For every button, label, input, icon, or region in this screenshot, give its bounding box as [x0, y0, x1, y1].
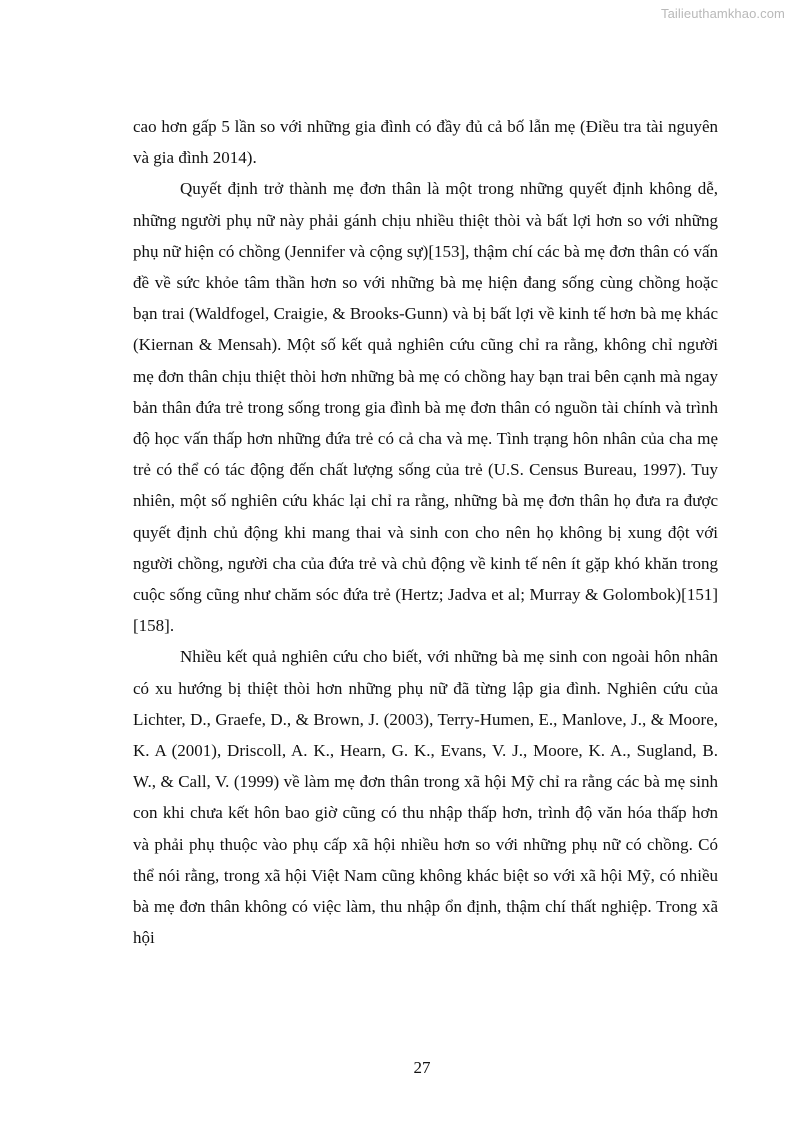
paragraph-continuation: cao hơn gấp 5 lần so với những gia đình có đầy đủ cả bố lẫn mẹ (Điều tra tài nguyên và gia đình 2014). [133, 117, 718, 168]
paragraph-single-mother-decision: Quyết định trở thành mẹ đơn thân là một trong những quyết định không dễ, những người phụ nữ này phải gánh chịu nhiều thiệt thòi và bất lợi hơn so với những phụ nữ hiện có chồng (Jennifer và cộng sự)[153], thậm chí các bà mẹ đơn thân có vấn đề về sức khỏe tâm thần hơn so với những bà mẹ hiện đang sống cùng chồng hoặc bạn trai (Waldfogel, Craigie, & Brooks-Gunn) và bị bất lợi về kinh tế hơn bà mẹ khác (Kiernan & Mensah). Một số kết quả nghiên cứu cũng chỉ ra rằng, không chỉ người mẹ đơn thân chịu thiệt thòi hơn những bà mẹ có chồng hay bạn trai bên cạnh mà ngay bản thân đứa trẻ trong sống trong gia đình bà mẹ đơn thân có nguồn tài chính và trình độ học vấn thấp hơn những đứa trẻ có cả cha và mẹ. Tình trạng hôn nhân của cha mẹ trẻ có thể có tác động đến chất lượng sống của trẻ (U.S. Census Bureau, 1997). Tuy nhiên, một số nghiên cứu khác lại chỉ ra rằng, những bà mẹ đơn thân họ đưa ra được quyết định chủ động khi mang thai và sinh con cho nên họ không bị xung đột với người chồng, người cha của đứa trẻ và chủ động về kinh tế nên ít gặp khó khăn trong cuộc sống cũng như chăm sóc đứa trẻ (Hertz; Jadva et al; Murray & Golombok)[151][158]. [133, 179, 718, 636]
page-number: 27 [413, 1058, 431, 1077]
page-body [133, 111, 718, 953]
paragraph-unmarried-mothers-research: Nhiều kết quả nghiên cứu cho biết, với những bà mẹ sinh con ngoài hôn nhân có xu hướng bị thiệt thòi hơn những phụ nữ đã từng lập gia đình. Nghiên cứu của Lichter, D., Graefe, D., & Brown, J. (2003), Terry-Humen, E., Manlove, J., & Moore, K. A (2001), Driscoll, A. K., Hearn, G. K., Evans, V. J., Moore, K. A., Sugland, B. W., & Call, V. (1999) về làm mẹ đơn thân trong xã hội Mỹ chỉ ra rằng các bà mẹ sinh con khi chưa kết hôn bao giờ cũng có thu nhập thấp hơn, trình độ văn hóa thấp hơn và phải phụ thuộc vào phụ cấp xã hội nhiều hơn so với những phụ nữ có chồng. Có thể nói rằng, trong xã hội Việt Nam cũng không khác biệt so với xã hội Mỹ, có nhiều bà mẹ đơn thân không có việc làm, thu nhập ổn định, thậm chí thất nghiệp. Trong xã hội [133, 647, 718, 948]
watermark: Tailieuthamkhao.com [660, 6, 785, 21]
